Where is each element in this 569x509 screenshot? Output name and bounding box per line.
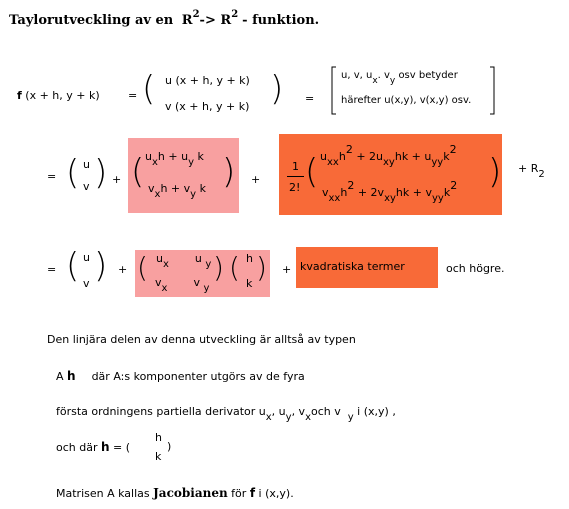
matrix-paren-right: )	[213, 251, 224, 284]
eq2-uv-paren-left: (	[66, 153, 80, 193]
vector-k: k	[246, 277, 253, 290]
matrix-row1: ux u y	[156, 252, 212, 270]
linear-paren-right: )	[222, 152, 236, 192]
eq1-u-row: u (x + h, y + k)	[165, 74, 250, 87]
h-vector-top: h	[155, 431, 162, 444]
eq1-equals-2: =	[305, 92, 315, 105]
quad-paren-right: )	[488, 152, 502, 192]
linear-row2: vxh + vy k	[148, 182, 206, 200]
matrix-paren-left: (	[137, 251, 148, 284]
frac-num: 1	[292, 160, 299, 173]
eq2-u: u	[83, 158, 90, 171]
higher-terms-label: kvadratiska termer	[300, 260, 405, 273]
eq1-note-line2: härefter u(x,y), v(x,y) osv.	[341, 95, 472, 106]
eq1-paren-left: (	[142, 69, 156, 109]
eq2-plus-2: +	[251, 173, 261, 186]
text-line-1: Den linjära delen av denna utveckling är alltså av typen	[47, 333, 356, 346]
matrix-row2: vx v y	[155, 276, 210, 294]
text-line-5: Matrisen A kallas Jacobianen för f i (x,y).	[56, 486, 294, 500]
quad-row1: uxxh2 + 2uxyhk + uyyk2	[320, 143, 457, 168]
eq1-note-line1: u, v, ux. vy osv betyder	[341, 70, 458, 86]
eq3-equals: =	[47, 263, 57, 276]
vector-h: h	[246, 252, 253, 265]
higher-terms-end: och högre.	[446, 262, 505, 275]
text-line-2: A h där A:s komponenter utgörs av de fyra	[56, 369, 305, 383]
quad-paren-left: (	[305, 152, 319, 192]
h-vector-close: )	[167, 440, 172, 453]
eq3-plus: +	[118, 263, 128, 276]
h-vector-bottom: k	[155, 450, 162, 463]
eq3-v: v	[83, 277, 90, 290]
eq2-uv-paren-right: )	[94, 153, 108, 193]
text-line-3: första ordningens partiella derivator ux, uy, vxoch v y i (x,y) ,	[56, 405, 396, 423]
text-line-4: och där h = (	[56, 440, 131, 454]
eq3-uv-paren-left: (	[66, 246, 80, 286]
remainder-term: + R2	[518, 162, 545, 180]
frac-bar	[287, 176, 304, 177]
eq3-uv-paren-right: )	[94, 246, 108, 286]
eq2-plus: +	[112, 173, 122, 186]
eq1-equals: =	[128, 89, 138, 102]
eq3-u: u	[83, 251, 90, 264]
vector-paren-left: (	[229, 251, 240, 284]
eq1-paren-right: )	[270, 69, 284, 109]
linear-row1: uxh + uy k	[145, 150, 204, 168]
page-title: Taylorutveckling av en $R^2-> R^2$ - funktion.	[9, 9, 320, 28]
eq1-v-row: v (x + h, y + k)	[165, 100, 250, 113]
linear-paren-left: (	[131, 152, 145, 192]
eq2-v: v	[83, 180, 90, 193]
vector-paren-right: )	[256, 251, 267, 284]
eq3-plus-2: +	[282, 263, 292, 276]
eq2-equals: =	[47, 170, 57, 183]
frac-den: 2!	[289, 181, 301, 194]
eq1-lhs: f (x + h, y + k)	[17, 89, 100, 102]
quad-row2: vxxh2 + 2vxyhk + vyyk2	[322, 179, 458, 204]
